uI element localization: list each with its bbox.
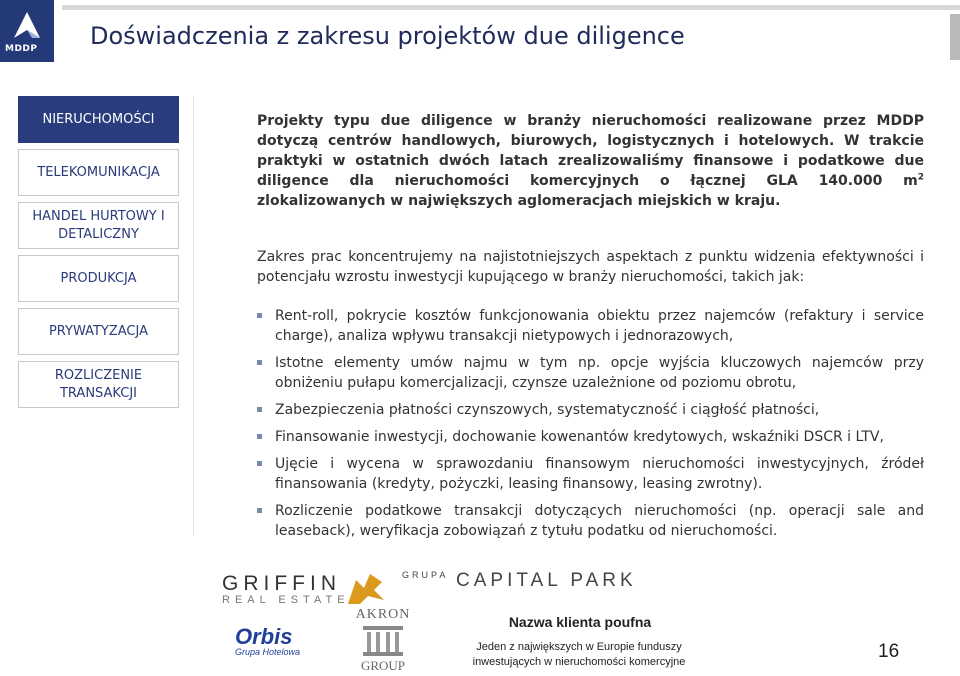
sidebar-divider: [193, 96, 194, 536]
intro-paragraph: [257, 111, 924, 211]
bullet-text: Zabezpieczenia płatności czynszowych, systematyczność i ciągłość płatności,: [275, 402, 820, 418]
bullet-square-icon: [257, 434, 262, 439]
scope-bullet-list: [257, 306, 924, 548]
page-title: Doświadczenia z zakresu projektów due diligence: [90, 22, 685, 50]
list-item: [257, 501, 924, 541]
bullet-square-icon: [257, 407, 262, 412]
intro-text-after: zlokalizowanych w największych aglomeracjach miejskich w kraju.: [257, 193, 781, 209]
header-rule: [62, 5, 960, 10]
bullet-text: Istotne elementy umów najmu w tym np. opcje wyjścia kluczowych najemców przy obniżeniu pułapu komercjalizacji, czynsze uzależnione od poziomu obrotu,: [275, 355, 924, 391]
sidebar-item-handel[interactable]: HANDEL HURTOWY I DETALICZNY: [18, 202, 179, 249]
orbis-wordmark: Orbis: [235, 624, 293, 649]
client-description: Jeden z największych w Europie funduszy inwestujących w nieruchomości komercyjne: [472, 641, 686, 668]
sidebar-item-prywatyzacja[interactable]: PRYWATYZACJA: [18, 308, 179, 355]
griffin-wordmark: GRIFFIN: [222, 572, 341, 595]
bullet-square-icon: [257, 360, 262, 365]
sidebar-item-nieruchomosci[interactable]: NIERUCHOMOŚCI: [18, 96, 179, 143]
bullet-square-icon: [257, 508, 262, 513]
mddp-logo: [0, 0, 54, 62]
bullet-text: Finansowanie inwestycji, dochowanie kowenantów kredytowych, wskaźniki DSCR i LTV,: [275, 429, 884, 445]
mddp-emblem-icon: [10, 10, 44, 40]
list-item: [257, 306, 924, 346]
sidebar-item-telekomunikacja[interactable]: TELEKOMUNIKACJA: [18, 149, 179, 196]
list-item: [257, 353, 924, 393]
capital-park-grupa: GRUPA: [402, 570, 449, 580]
bullet-text: Rozliczenie podatkowe transakcji dotyczących nieruchomości (np. operacji sale and leaseback), weryfikacja zobowiązań z tytułu podatku od nieruchomości.: [275, 503, 924, 539]
sidebar-item-rozliczenie-transakcji[interactable]: ROZLICZENIE TRANSAKCJI: [18, 361, 179, 408]
list-item: [257, 400, 924, 420]
bullet-text: Rent-roll, pokrycie kosztów funkcjonowania obiektu przez najemców (refaktury i service charge), analiza wpływu transakcji nietypowych i jednorazowych,: [275, 308, 924, 344]
client-name: Nazwa klienta poufna: [508, 614, 652, 630]
list-item: [257, 454, 924, 494]
bullet-square-icon: [257, 313, 262, 318]
sidebar-item-produkcja[interactable]: PRODUKCJA: [18, 255, 179, 302]
bullet-text: Ujęcie i wycena w sprawozdaniu finansowym nieruchomości inwestycyjnych, źródeł finansowania (kredyty, pożyczki, leasing finansowy, leasing zwrotny).: [275, 456, 924, 492]
akron-columns-icon: [363, 626, 403, 656]
header-right-tab: [950, 14, 960, 60]
griffin-subtitle: REAL ESTATE: [222, 594, 350, 606]
intro-text-before: Projekty typu due diligence w branży nieruchomości realizowane przez MDDP dotyczą centrów handlowych, biurowych, logistycznych i hotelowych. W trakcie praktyki w ostatnich dwóch latach zrealizowaliśmy finansowe i podatkowe due diligence dla nieruchomości komercyjnych o łącznej GLA 140.000 m: [257, 113, 924, 189]
bullet-square-icon: [257, 461, 262, 466]
page-number: 16: [878, 641, 900, 662]
capital-park-wordmark: CAPITAL PARK: [456, 570, 637, 591]
akron-group-logo: [355, 600, 411, 672]
intro-superscript: 2: [917, 172, 924, 183]
akron-wordmark: AKRON: [355, 607, 411, 622]
logo-text: MDDP: [5, 44, 38, 54]
scope-paragraph: Zakres prac koncentrujemy na najistotniejszych aspektach z punktu widzenia efektywności i potencjału wzrostu inwestycji kupującego w branży nieruchomości, takich jak:: [257, 249, 924, 285]
akron-subtitle: GROUP: [360, 658, 406, 673]
capital-park-logo: [402, 568, 722, 594]
orbis-subtitle: Grupa Hotelowa: [235, 647, 301, 657]
orbis-logo: [235, 624, 300, 657]
list-item: [257, 427, 924, 447]
